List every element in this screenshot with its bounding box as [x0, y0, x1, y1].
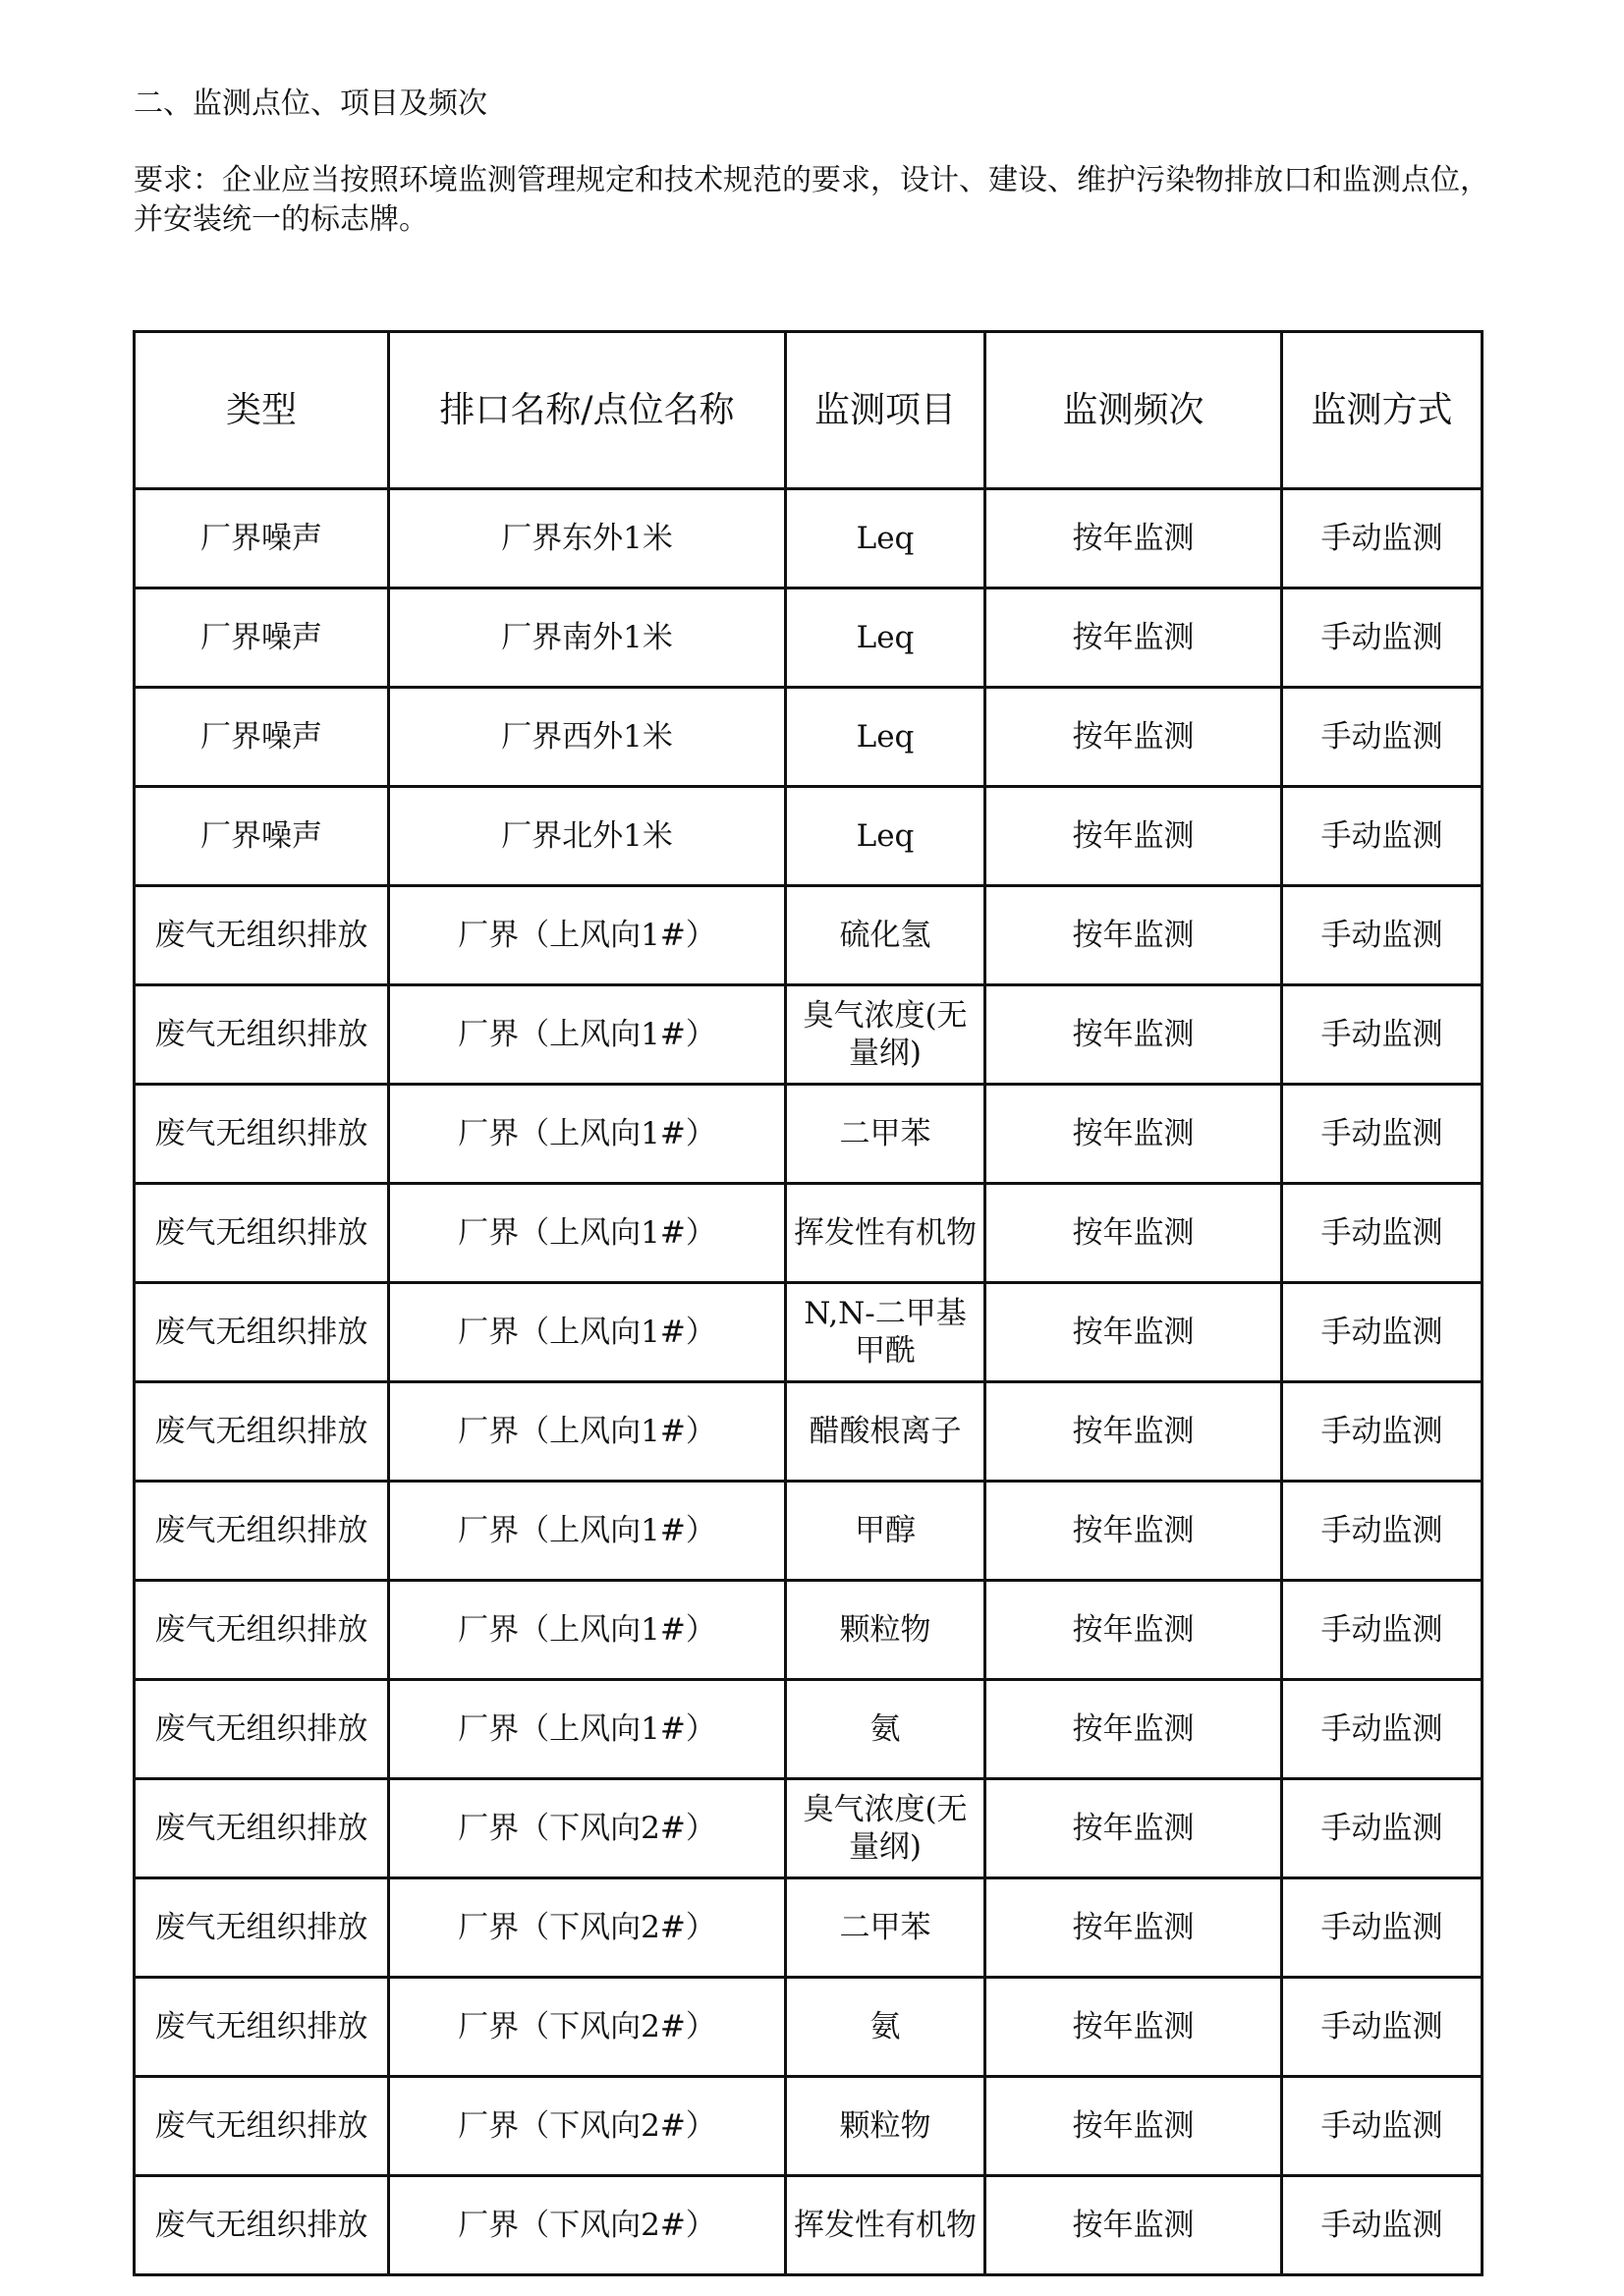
- cell-outlet-name: 厂界（上风向1#）: [389, 886, 786, 985]
- section-heading: 二、监测点位、项目及频次: [134, 86, 487, 121]
- table-row: [135, 688, 1483, 787]
- cell-monitoring-item: Leq: [786, 588, 985, 688]
- cell-frequency: 按年监测: [985, 2077, 1282, 2176]
- cell-type: 厂界噪声: [135, 787, 389, 886]
- cell-type: 废气无组织排放: [135, 1382, 389, 1482]
- cell-monitoring-item: 甲醇: [786, 1482, 985, 1581]
- cell-outlet-name: 厂界南外1米: [389, 588, 786, 688]
- cell-monitoring-item: 颗粒物: [786, 2077, 985, 2176]
- cell-outlet-name: 厂界（下风向2#）: [389, 1978, 786, 2077]
- cell-method: 手动监测: [1282, 787, 1483, 886]
- cell-method: 手动监测: [1282, 886, 1483, 985]
- table-row: [135, 2176, 1483, 2275]
- cell-frequency: 按年监测: [985, 985, 1282, 1085]
- cell-type: 厂界噪声: [135, 588, 389, 688]
- cell-frequency: 按年监测: [985, 1184, 1282, 1283]
- cell-outlet-name: 厂界（上风向1#）: [389, 1581, 786, 1680]
- cell-method: 手动监测: [1282, 1382, 1483, 1482]
- table-row: [135, 1581, 1483, 1680]
- cell-method: 手动监测: [1282, 588, 1483, 688]
- table-row: [135, 1184, 1483, 1283]
- table-row: [135, 1978, 1483, 2077]
- table-row: [135, 588, 1483, 688]
- table-row: [135, 1382, 1483, 1482]
- cell-monitoring-item: 醋酸根离子: [786, 1382, 985, 1482]
- cell-frequency: 按年监测: [985, 1978, 1282, 2077]
- header-outlet-name: 排口名称/点位名称: [389, 332, 786, 489]
- cell-monitoring-item: 硫化氢: [786, 886, 985, 985]
- cell-monitoring-item: 颗粒物: [786, 1581, 985, 1680]
- cell-monitoring-item: 臭气浓度(无量纲): [786, 1779, 985, 1878]
- cell-monitoring-item: Leq: [786, 787, 985, 886]
- cell-method: 手动监测: [1282, 985, 1483, 1085]
- cell-outlet-name: 厂界（下风向2#）: [389, 1779, 786, 1878]
- cell-frequency: 按年监测: [985, 1779, 1282, 1878]
- cell-outlet-name: 厂界东外1米: [389, 489, 786, 588]
- cell-type: 废气无组织排放: [135, 2077, 389, 2176]
- cell-frequency: 按年监测: [985, 1382, 1282, 1482]
- cell-monitoring-item: Leq: [786, 489, 985, 588]
- header-method: 监测方式: [1282, 332, 1483, 489]
- cell-outlet-name: 厂界（上风向1#）: [389, 1085, 786, 1184]
- cell-type: 废气无组织排放: [135, 1978, 389, 2077]
- cell-type: 废气无组织排放: [135, 2176, 389, 2275]
- cell-monitoring-item: 挥发性有机物: [786, 1184, 985, 1283]
- cell-method: 手动监测: [1282, 1283, 1483, 1382]
- table-row: [135, 985, 1483, 1085]
- cell-method: 手动监测: [1282, 1184, 1483, 1283]
- cell-outlet-name: 厂界（上风向1#）: [389, 1382, 786, 1482]
- cell-type: 废气无组织排放: [135, 985, 389, 1085]
- requirement-paragraph: 要求：企业应当按照环境监测管理规定和技术规范的要求，设计、建设、维护污染物排放口和监测点位，并安装统一的标志牌。: [134, 163, 1489, 237]
- table-header: [135, 332, 1483, 489]
- header-frequency: 监测频次: [985, 332, 1282, 489]
- cell-frequency: 按年监测: [985, 2176, 1282, 2275]
- cell-monitoring-item: 二甲苯: [786, 1878, 985, 1978]
- cell-method: 手动监测: [1282, 2077, 1483, 2176]
- cell-frequency: 按年监测: [985, 787, 1282, 886]
- cell-frequency: 按年监测: [985, 688, 1282, 787]
- cell-method: 手动监测: [1282, 1878, 1483, 1978]
- cell-outlet-name: 厂界（上风向1#）: [389, 985, 786, 1085]
- cell-frequency: 按年监测: [985, 489, 1282, 588]
- cell-type: 废气无组织排放: [135, 1878, 389, 1978]
- cell-type: 废气无组织排放: [135, 1680, 389, 1779]
- cell-type: 废气无组织排放: [135, 1779, 389, 1878]
- cell-monitoring-item: 挥发性有机物: [786, 2176, 985, 2275]
- table-row: [135, 489, 1483, 588]
- table-row: [135, 886, 1483, 985]
- cell-outlet-name: 厂界（上风向1#）: [389, 1184, 786, 1283]
- cell-type: 废气无组织排放: [135, 1581, 389, 1680]
- cell-monitoring-item: 氨: [786, 1680, 985, 1779]
- cell-frequency: 按年监测: [985, 1482, 1282, 1581]
- cell-outlet-name: 厂界（上风向1#）: [389, 1283, 786, 1382]
- table-row: [135, 787, 1483, 886]
- table-body: [135, 489, 1483, 2275]
- cell-frequency: 按年监测: [985, 886, 1282, 985]
- cell-method: 手动监测: [1282, 1680, 1483, 1779]
- cell-monitoring-item: N,N-二甲基甲酰: [786, 1283, 985, 1382]
- table-row: [135, 1878, 1483, 1978]
- table-row: [135, 1283, 1483, 1382]
- cell-method: 手动监测: [1282, 1085, 1483, 1184]
- cell-frequency: 按年监测: [985, 1283, 1282, 1382]
- cell-type: 废气无组织排放: [135, 1283, 389, 1382]
- monitoring-table: [133, 330, 1484, 2276]
- cell-frequency: 按年监测: [985, 1680, 1282, 1779]
- cell-outlet-name: 厂界（下风向2#）: [389, 2077, 786, 2176]
- cell-outlet-name: 厂界西外1米: [389, 688, 786, 787]
- cell-method: 手动监测: [1282, 489, 1483, 588]
- cell-frequency: 按年监测: [985, 1085, 1282, 1184]
- header-type: 类型: [135, 332, 389, 489]
- cell-type: 废气无组织排放: [135, 1184, 389, 1283]
- cell-method: 手动监测: [1282, 1978, 1483, 2077]
- table-row: [135, 1482, 1483, 1581]
- cell-type: 废气无组织排放: [135, 886, 389, 985]
- header-monitoring-item: 监测项目: [786, 332, 985, 489]
- cell-type: 废气无组织排放: [135, 1482, 389, 1581]
- cell-outlet-name: 厂界（下风向2#）: [389, 2176, 786, 2275]
- cell-monitoring-item: 二甲苯: [786, 1085, 985, 1184]
- cell-outlet-name: 厂界（上风向1#）: [389, 1680, 786, 1779]
- cell-method: 手动监测: [1282, 1581, 1483, 1680]
- cell-monitoring-item: 氨: [786, 1978, 985, 2077]
- cell-type: 厂界噪声: [135, 489, 389, 588]
- cell-outlet-name: 厂界（下风向2#）: [389, 1878, 786, 1978]
- cell-method: 手动监测: [1282, 688, 1483, 787]
- cell-monitoring-item: 臭气浓度(无量纲): [786, 985, 985, 1085]
- cell-type: 废气无组织排放: [135, 1085, 389, 1184]
- cell-method: 手动监测: [1282, 1779, 1483, 1878]
- table-row: [135, 2077, 1483, 2176]
- table-row: [135, 1085, 1483, 1184]
- cell-method: 手动监测: [1282, 2176, 1483, 2275]
- cell-frequency: 按年监测: [985, 1581, 1282, 1680]
- cell-type: 厂界噪声: [135, 688, 389, 787]
- table-row: [135, 1680, 1483, 1779]
- cell-frequency: 按年监测: [985, 1878, 1282, 1978]
- cell-frequency: 按年监测: [985, 588, 1282, 688]
- header-row: [135, 332, 1483, 489]
- table-row: [135, 1779, 1483, 1878]
- cell-method: 手动监测: [1282, 1482, 1483, 1581]
- cell-monitoring-item: Leq: [786, 688, 985, 787]
- cell-outlet-name: 厂界（上风向1#）: [389, 1482, 786, 1581]
- cell-outlet-name: 厂界北外1米: [389, 787, 786, 886]
